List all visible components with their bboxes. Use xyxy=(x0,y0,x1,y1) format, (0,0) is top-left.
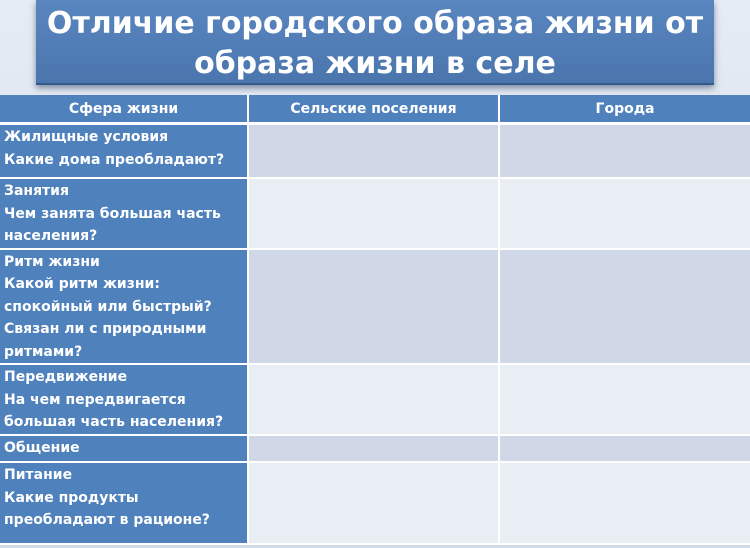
column-header-cities: Города xyxy=(500,95,750,125)
cell-rural-nutrition[interactable] xyxy=(249,463,500,545)
row-label-line: большая часть населения? xyxy=(4,414,224,430)
column-header-rural: Сельские поселения xyxy=(249,95,500,125)
row-label-line: преобладают в рационе? xyxy=(4,512,210,528)
table-row xyxy=(0,250,750,366)
row-label-communication xyxy=(0,436,249,463)
row-label-line: На чем передвигается xyxy=(4,391,186,408)
cell-rural-housing[interactable] xyxy=(249,125,500,179)
table-header-row xyxy=(0,95,750,125)
column-header-sphere: Сфера жизни xyxy=(0,95,249,125)
slide-title-line-1: Отличие городского образа жизни от xyxy=(46,6,704,41)
row-label-line: Ритм жизни xyxy=(4,253,100,270)
row-label-rhythm xyxy=(0,250,249,366)
table-row xyxy=(0,463,750,545)
row-label-line: Какие дома преобладают? xyxy=(4,151,225,168)
row-label-line: Чем занята большая часть xyxy=(4,205,221,222)
cell-rural-occupation[interactable] xyxy=(249,179,500,250)
row-label-line: Связан ли с природными xyxy=(4,321,207,337)
table-row xyxy=(0,179,750,250)
row-label-line: Какие продукты xyxy=(4,489,139,506)
cell-rural-rhythm[interactable] xyxy=(249,250,500,366)
row-label-occupation xyxy=(0,179,249,250)
cell-rural-transport[interactable] xyxy=(249,365,500,436)
row-label-nutrition xyxy=(0,463,249,545)
cell-cities-occupation[interactable] xyxy=(500,179,750,250)
row-label-line: ритмами? xyxy=(4,343,83,360)
slide-title-line-2: образа жизни в селе xyxy=(194,46,556,81)
cell-cities-housing[interactable] xyxy=(500,125,750,179)
row-label-line: Общение xyxy=(4,440,80,456)
row-label-line: населения? xyxy=(4,228,98,244)
cell-rural-communication[interactable] xyxy=(249,436,500,463)
table-row xyxy=(0,365,750,436)
row-label-housing xyxy=(0,125,249,179)
row-label-line: Занятия xyxy=(4,183,69,199)
row-label-line: спокойный или быстрый? xyxy=(4,298,212,315)
cell-cities-rhythm[interactable] xyxy=(500,250,750,366)
cell-cities-transport[interactable] xyxy=(500,365,750,436)
comparison-table xyxy=(0,95,750,545)
table-row xyxy=(0,125,750,179)
slide-title xyxy=(36,0,714,85)
cell-cities-communication[interactable] xyxy=(500,436,750,463)
row-label-line: Передвижение xyxy=(4,369,128,385)
row-label-line: Жилищные условия xyxy=(4,129,169,145)
row-label-transport xyxy=(0,365,249,436)
row-label-line: Какой ритм жизни: xyxy=(4,276,160,292)
table-row xyxy=(0,436,750,463)
cell-cities-nutrition[interactable] xyxy=(500,463,750,545)
row-label-line: Питание xyxy=(4,467,73,483)
